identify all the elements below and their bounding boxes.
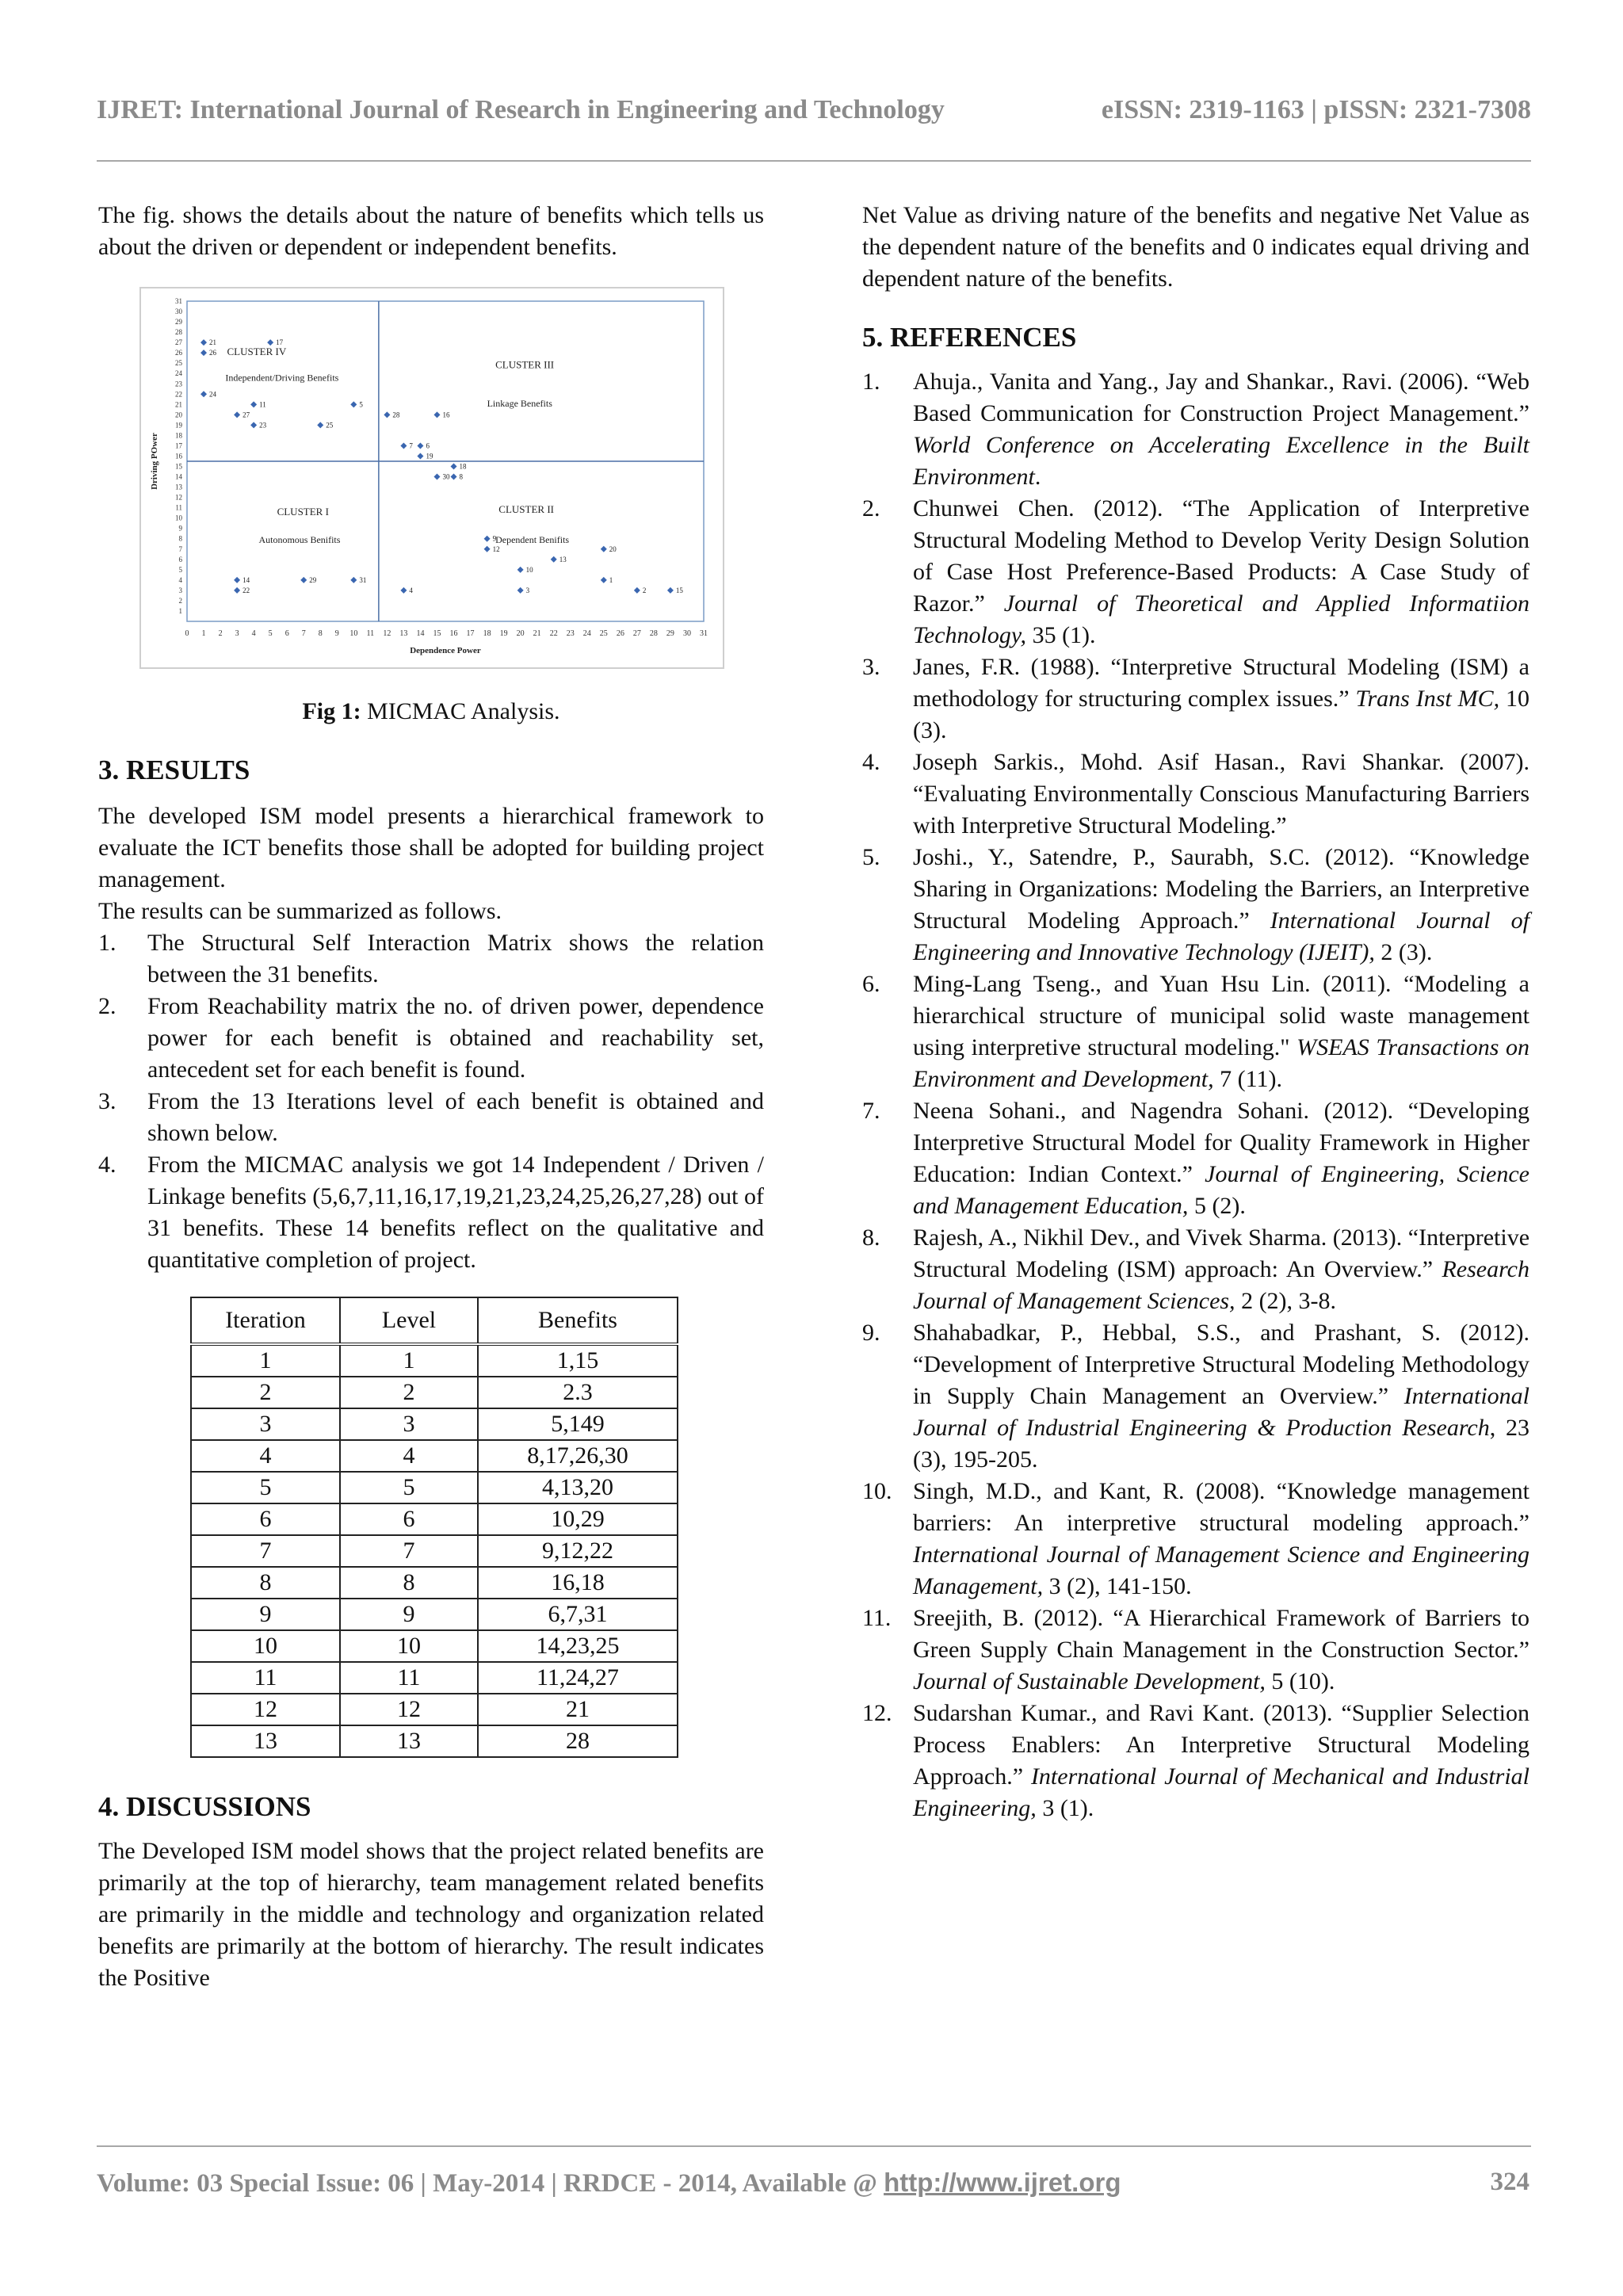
x-tick-label: 18 — [483, 629, 491, 638]
data-point-label: 23 — [259, 421, 267, 430]
y-tick-label: 9 — [178, 524, 182, 533]
data-point-label: 30 — [442, 472, 450, 481]
y-tick-label: 7 — [178, 544, 182, 553]
data-point — [317, 422, 323, 428]
discussions-heading: 4. DISCUSSIONS — [98, 1791, 311, 1822]
list-item: 3. From the 13 Iterations level of each benefit is obtained and shown below. — [98, 1088, 764, 1146]
data-point-label: 25 — [326, 421, 334, 430]
reference-item: 12. Sudarshan Kumar., and Ravi Kant. (2013). “Supplier Selection Process Enablers: An Interpretive Structural Modeling Approach.” International Journal of Mechanical and Industrial Engineering, 3 (1). — [862, 1700, 1529, 1821]
table-row: 5 5 4,13,20 — [191, 1472, 678, 1503]
table-row: 9 9 6,7,31 — [191, 1599, 678, 1630]
y-tick-label: 5 — [178, 565, 182, 574]
data-point — [667, 587, 674, 594]
x-tick-label: 11 — [366, 629, 375, 638]
x-tick-label: 10 — [349, 629, 358, 638]
iteration-table — [190, 1297, 678, 1758]
data-point — [551, 556, 557, 563]
discussions-paragraph: The Developed ISM model shows that the project related benefits are primarily at the top of hierarchy, team management related benefits are primarily in the middle and technology and organization related benefits are primarily at the bottom of hierarchy. The result indicates the Positive — [98, 1838, 764, 1991]
y-tick-label: 25 — [175, 359, 182, 368]
journal-link[interactable]: http://www.ijret.org — [884, 2168, 1121, 2197]
data-point-label: 4 — [409, 586, 413, 594]
y-tick-label: 10 — [175, 514, 182, 522]
reference-item: 8. Rajesh, A., Nikhil Dev., and Vivek Sharma. (2013). “Interpretive Structural Modeling (ISM) approach: An Overview.” Research Journal of Management Sciences, 2 (2), 3-8. — [862, 1224, 1530, 1314]
data-point — [350, 577, 357, 583]
table-header: Level — [340, 1297, 478, 1344]
x-tick-label: 1 — [201, 629, 206, 638]
results-list — [98, 927, 764, 1276]
data-point-label: 19 — [426, 452, 433, 460]
data-point-label: 18 — [459, 462, 467, 471]
data-point — [484, 536, 491, 542]
x-tick-label: 20 — [516, 629, 525, 638]
reference-item: 3. Janes, F.R. (1988). “Interpretive Structural Modeling (ISM) a methodology for structuring complex issues.” Trans Inst MC, 10 (3). — [862, 654, 1529, 743]
page-header — [97, 95, 1531, 125]
table-header: Benefits — [478, 1297, 678, 1344]
y-tick-label: 13 — [175, 483, 182, 491]
y-tick-label: 29 — [175, 318, 182, 327]
data-point-label: 29 — [309, 575, 317, 584]
data-point — [433, 474, 440, 480]
y-tick-label: 31 — [175, 297, 182, 305]
x-tick-label: 12 — [383, 629, 391, 638]
table-row: 13 13 28 — [191, 1725, 678, 1757]
data-point — [234, 411, 240, 418]
y-tick-label: 27 — [175, 338, 182, 347]
table-row: 4 4 8,17,26,30 — [191, 1440, 678, 1472]
data-point — [400, 587, 407, 594]
table-row: 3 3 5,149 — [191, 1408, 678, 1440]
x-tick-label: 9 — [334, 629, 339, 638]
data-point-label: 13 — [559, 555, 567, 563]
list-item: 1. The Structural Self Interaction Matrix shows the relation between the 31 benefits. — [98, 930, 764, 988]
y-tick-label: 26 — [175, 349, 182, 357]
x-tick-label: 5 — [268, 629, 273, 638]
y-tick-label: 15 — [175, 462, 182, 471]
x-tick-label: 25 — [599, 629, 608, 638]
y-tick-label: 21 — [175, 400, 182, 409]
data-point — [200, 339, 207, 346]
data-point-label: 6 — [426, 441, 430, 450]
cluster-label: Dependent Benifits — [495, 533, 570, 545]
continuation-paragraph: Net Value as driving nature of the benefits and negative Net Value as the dependent nature of the benefits and 0 indicates equal driving and dependent nature of the benefits. — [862, 202, 1529, 292]
figure-caption-label: Fig 1: — [302, 698, 361, 724]
x-tick-label: 26 — [616, 629, 624, 638]
x-tick-label: 17 — [466, 629, 475, 638]
data-point — [601, 577, 607, 583]
cluster-name: CLUSTER II — [498, 503, 555, 516]
footer-rule — [97, 2145, 1531, 2147]
x-tick-label: 15 — [433, 629, 441, 638]
y-tick-label: 23 — [175, 380, 182, 388]
x-tick-label: 29 — [666, 629, 674, 638]
data-point — [517, 567, 524, 573]
reference-item: 6. Ming-Lang Tseng., and Yuan Hsu Lin. (2011). “Modeling a hierarchical structure of municipal solid waste management using interpretive structural modeling." WSEAS Transactions on Environment and Development, 7 (11). — [862, 971, 1529, 1092]
cluster-label: Linkage Benefits — [487, 397, 552, 409]
data-point — [634, 587, 640, 594]
data-point-label: 2 — [642, 586, 647, 594]
y-tick-label: 19 — [175, 421, 182, 430]
data-point — [300, 577, 307, 583]
reference-item: 9. Shahabadkar, P., Hebbal, S.S., and Prashant, S. (2012). “Development of Interpretive Structural Modeling Methodology in Supply Chain Management an Overview.” International Journal of Industrial Engineering & Production Research, 23 (3), 195-205. — [862, 1320, 1529, 1473]
cluster-label: Autonomous Benifits — [258, 533, 341, 545]
table-row: 6 6 10,29 — [191, 1503, 678, 1535]
data-point — [601, 546, 607, 552]
y-tick-label: 22 — [175, 390, 182, 399]
y-tick-label: 1 — [178, 606, 182, 615]
data-point — [484, 546, 491, 552]
x-tick-label: 3 — [235, 629, 239, 638]
y-tick-label: 3 — [178, 586, 182, 594]
data-point-label: 1 — [609, 575, 613, 584]
page-number: 324 — [1490, 2168, 1529, 2196]
data-point — [451, 464, 457, 470]
header-rule — [97, 160, 1531, 162]
data-point-label: 22 — [242, 586, 250, 594]
x-axis-label: Dependence Power — [410, 646, 481, 655]
reference-item: 7. Neena Sohani., and Nagendra Sohani. (2012). “Developing Interpretive Structural Model for Quality Framework in Higher Education: Indian Context.” Journal of Engineering, Science and Management Education, 5 (2). — [862, 1098, 1529, 1219]
data-point-label: 15 — [675, 586, 683, 594]
y-tick-label: 11 — [175, 503, 182, 512]
x-tick-label: 16 — [449, 629, 458, 638]
y-tick-label: 20 — [175, 411, 182, 419]
x-tick-label: 2 — [218, 629, 223, 638]
data-point — [250, 401, 257, 407]
x-tick-label: 30 — [682, 629, 691, 638]
y-tick-label: 17 — [175, 441, 182, 450]
data-point-label: 5 — [359, 400, 363, 409]
figure-caption — [98, 696, 764, 728]
data-point — [517, 587, 524, 594]
data-point-label: 16 — [442, 411, 450, 419]
y-tick-label: 24 — [175, 369, 182, 378]
data-point — [234, 587, 240, 594]
data-point-label: 11 — [259, 400, 266, 409]
list-item: 2. From Reachability matrix the no. of driven power, dependence power for each benefit is obtained and reachability set, antecedent set for each benefit is found. — [98, 993, 764, 1083]
cluster-label: Independent/Driving Benefits — [225, 372, 339, 384]
y-tick-label: 12 — [175, 493, 182, 502]
data-point — [417, 453, 423, 459]
y-tick-label: 6 — [178, 555, 182, 563]
data-point-label: 24 — [209, 390, 217, 399]
table-row: 7 7 9,12,22 — [191, 1535, 678, 1567]
table-row: 1 1 1,15 — [191, 1344, 678, 1377]
table-row: 10 10 14,23,25 — [191, 1630, 678, 1662]
data-point — [384, 411, 390, 418]
reference-item: 4. Joseph Sarkis., Mohd. Asif Hasan., Ravi Shankar. (2007). “Evaluating Environmentally Conscious Manufacturing Barriers with Interpretive Structural Modeling.” — [862, 749, 1529, 839]
x-tick-label: 23 — [566, 629, 575, 638]
figure-caption-text: MICMAC Analysis. — [361, 698, 560, 724]
reference-item: 11. Sreejith, B. (2012). “A Hierarchical Framework of Barriers to Green Supply Chain Management in the Construction Sector.” Journal of Sustainable Development, 5 (10). — [862, 1605, 1529, 1694]
x-tick-label: 21 — [533, 629, 541, 638]
data-point-label: 27 — [242, 411, 250, 419]
cluster-name: CLUSTER III — [495, 358, 555, 371]
intro-paragraph: The fig. shows the details about the nature of benefits which tells us about the driven or dependent or independent benefits. — [98, 202, 764, 260]
y-tick-label: 14 — [175, 472, 182, 481]
micmac-chart — [141, 288, 723, 667]
references-list — [862, 366, 1529, 1824]
x-tick-label: 0 — [185, 629, 189, 638]
data-point — [250, 422, 257, 428]
y-tick-label: 16 — [175, 452, 182, 460]
data-point — [417, 442, 423, 449]
x-tick-label: 13 — [399, 629, 408, 638]
table-row: 12 12 21 — [191, 1694, 678, 1725]
data-point-label: 3 — [525, 586, 530, 594]
data-point-label: 21 — [209, 338, 217, 347]
y-tick-label: 4 — [178, 575, 182, 584]
issn: eISSN: 2319-1163 | pISSN: 2321-7308 — [1101, 95, 1531, 124]
y-tick-label: 2 — [178, 596, 182, 605]
reference-item: 2. Chunwei Chen. (2012). “The Application of Interpretive Structural Modeling Method to Develop Verity Design Solution of Case Host Preference-Based Products: A Case Study of Razor.” Journal of Theoretical and Applied Informatiion Technology, 35 (1). — [862, 495, 1529, 648]
y-tick-label: 28 — [175, 328, 182, 337]
references-heading: 5. REFERENCES — [862, 322, 1077, 353]
results-paragraph: The developed ISM model presents a hierarchical framework to evaluate the ICT benefits those shall be adopted for building project management. — [98, 803, 764, 892]
reference-item: 5. Joshi., Y., Satendre, P., Saurabh, S.C. (2012). “Knowledge Sharing in Organizations: Modeling the Barriers, an Interpretive Structural Modeling Approach.” International Journal of Engineering and Innovative Technology (IJEIT), 2 (3). — [862, 844, 1529, 965]
y-tick-label: 18 — [175, 431, 182, 440]
x-tick-label: 6 — [285, 629, 289, 638]
data-point-label: 10 — [525, 565, 533, 574]
x-tick-label: 4 — [251, 629, 256, 638]
micmac-figure — [139, 287, 724, 669]
data-point — [200, 350, 207, 356]
left-column — [98, 200, 764, 1994]
data-point-label: 31 — [359, 575, 367, 584]
results-heading: 3. RESULTS — [98, 755, 250, 785]
data-point — [433, 411, 440, 418]
data-point — [400, 442, 407, 449]
page-footer — [97, 2168, 1529, 2199]
data-point-label: 14 — [242, 575, 250, 584]
data-point-label: 7 — [409, 441, 413, 450]
table-row: 11 11 11,24,27 — [191, 1662, 678, 1694]
reference-item: 10. Singh, M.D., and Kant, R. (2008). “Knowledge management barriers: An interpretive structural modeling approach.” International Journal of Management Science and Engineering Management, 3 (2), 141-150. — [862, 1478, 1529, 1599]
x-tick-label: 8 — [318, 629, 323, 638]
x-tick-label: 19 — [499, 629, 508, 638]
data-point — [350, 401, 357, 407]
x-tick-label: 27 — [632, 629, 641, 638]
reference-item: 1. Ahuja., Vanita and Yang., Jay and Shankar., Ravi. (2006). “Web Based Communication for Construction Project Management.” World Conference on Accelerating Excellence in the Built Environment. — [862, 369, 1529, 490]
list-item: 4. From the MICMAC analysis we got 14 Independent / Driven / Linkage benefits (5,6,7,11,16,17,19,21,23,24,25,26,27,28) out of 31 benefits. These 14 benefits reflect on the qualitative and quantitative completion of project. — [98, 1152, 764, 1273]
x-tick-label: 7 — [301, 629, 306, 638]
x-tick-label: 24 — [582, 629, 591, 638]
x-tick-label: 22 — [549, 629, 558, 638]
x-tick-label: 28 — [649, 629, 658, 638]
data-point-label: 12 — [492, 544, 500, 553]
table-row: 2 2 2.3 — [191, 1377, 678, 1408]
data-point-label: 9 — [492, 534, 497, 543]
cluster-name: CLUSTER IV — [227, 345, 287, 357]
y-tick-label: 30 — [175, 308, 182, 316]
x-tick-label: 14 — [416, 629, 425, 638]
right-column — [862, 200, 1529, 1824]
footer-text: Volume: 03 Special Issue: 06 | May-2014 | RRDCE - 2014, Available @ http://www.ijret.org — [97, 2168, 1121, 2198]
data-point-label: 26 — [209, 349, 217, 357]
data-point — [234, 577, 240, 583]
results-summary-intro: The results can be summarized as follows. — [98, 898, 502, 924]
y-axis-label: Driving POwer — [150, 433, 159, 490]
x-tick-label: 31 — [700, 629, 708, 638]
y-tick-label: 8 — [178, 534, 182, 543]
table-header: Iteration — [191, 1297, 340, 1344]
cluster-name: CLUSTER I — [277, 505, 329, 518]
data-point — [451, 474, 457, 480]
data-point-label: 28 — [392, 411, 400, 419]
journal-title: IJRET: International Journal of Research in Engineering and Technology — [97, 95, 945, 124]
data-point — [200, 391, 207, 397]
data-point-label: 8 — [459, 472, 464, 481]
table-row: 8 8 16,18 — [191, 1567, 678, 1599]
data-point-label: 20 — [609, 544, 617, 553]
data-point-label: 17 — [276, 338, 284, 347]
